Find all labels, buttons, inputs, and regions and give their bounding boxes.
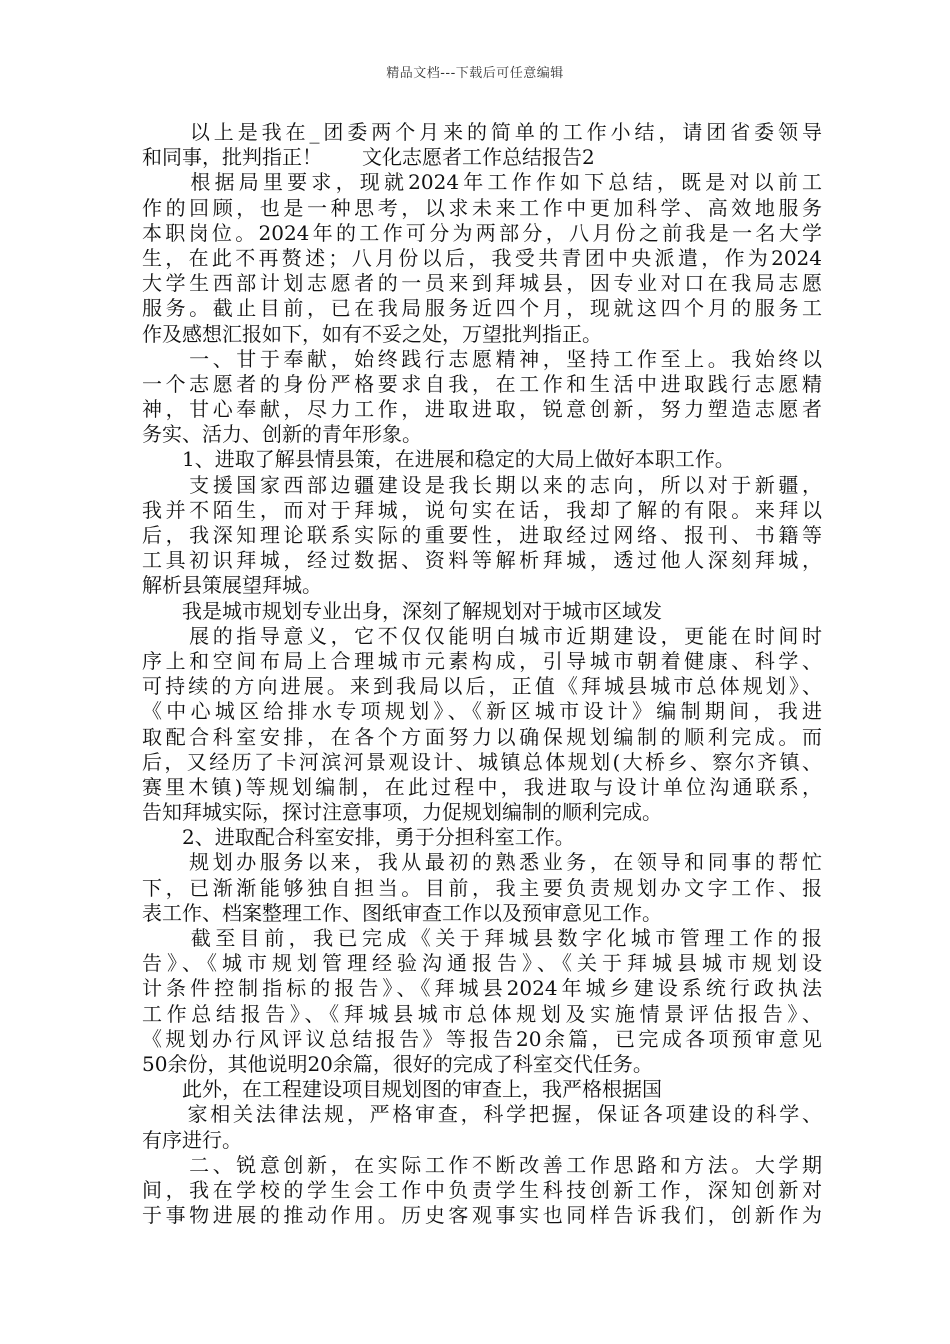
text-line: 下，已渐渐能够独自担当。目前，我主要负责规划办文字工作、报 [142, 875, 822, 900]
text-line: 神，甘心奉献，尽力工作，进取进取，锐意创新，努力塑造志愿者 [142, 397, 822, 422]
text-line: 有序进行。 [142, 1127, 242, 1152]
text-line: 告知拜城实际，探讨注意事项，力促规划编制的顺利完成。 [142, 800, 662, 825]
text-line: 家相关法律法规，严格审查，科学把握，保证各项建设的科学、 [142, 1102, 822, 1127]
text-line: 解析县策展望拜城。 [142, 573, 322, 598]
text-line: 于事物进展的推动作用。历史客观事实也同样告诉我们，创新作为 [142, 1203, 822, 1228]
text-line: 可持续的方向进展。来到我局以后，正值《拜城县城市总体规划》、 [142, 674, 822, 699]
text-line: 和同事，批判指正！ 文化志愿者工作总结报告2 [142, 145, 595, 170]
text-line: 作及感想汇报如下，如有不妥之处，万望批判指正。 [142, 321, 602, 346]
text-line: 规划办服务以来，我从最初的熟悉业务，在领导和同事的帮忙 [142, 850, 822, 875]
text-line: 赛里木镇)等规划编制，在此过程中，我进取与设计单位沟通联系， [142, 774, 822, 799]
text-line: 工作总结报告》、《拜城县城市总体规划及实施情景评估报告》、 [142, 1001, 822, 1026]
text-line: 一个志愿者的身份严格要求自我，在工作和生活中进取践行志愿精 [142, 371, 822, 396]
text-line: 截至目前，我已完成《关于拜城县数字化城市管理工作的报 [142, 926, 822, 950]
text-line: 后，我深知理论联系实际的重要性，进取经过网络、报刊、书籍等 [142, 523, 822, 547]
text-line: 表工作、档案整理工作、图纸审查工作以及预审意见工作。 [142, 900, 662, 925]
text-line: 大学生西部计划志愿者的一员来到拜城县，因专业对口在我局志愿 [142, 271, 822, 296]
text-line: 取配合科室安排，在各个方面努力以确保规划编制的顺利完成。而 [142, 724, 822, 749]
text-line: 《规划办行风评议总结报告》等报告20余篇，已完成各项预审意见 [142, 1026, 822, 1051]
text-line: 展的指导意义，它不仅仅能明白城市近期建设，更能在时间时 [142, 623, 822, 648]
text-line: 以上是我在_团委两个月来的简单的工作小结，请团省委领导 [142, 120, 822, 144]
text-line: 《中心城区给排水专项规划》、《新区城市设计》编制期间，我进 [142, 699, 822, 724]
text-line: 我是城市规划专业出身，深刻了解规划对于城市区域发 [142, 598, 662, 623]
text-line: 我并不陌生，而对于拜城，说句实在话，我却了解的有限。来拜以 [142, 497, 822, 522]
text-line: 2、进取配合科室安排，勇于分担科室工作。 [142, 825, 575, 850]
page-header: 精品文档---下载后可任意编辑 [386, 66, 564, 81]
text-line: 作的回顾，也是一种思考，以求未来工作中更加科学、高效地服务 [142, 195, 822, 220]
text-line: 计条件控制指标的报告》、《拜城县2024年城乡建设系统行政执法 [142, 976, 822, 1001]
text-line: 工具初识拜城，经过数据、资料等解析拜城，透过他人深刻拜城， [142, 548, 822, 573]
text-line: 50余份，其他说明20余篇，很好的完成了科室交代任务。 [142, 1051, 653, 1076]
text-line: 告》、《城市规划管理经验沟通报告》、《关于拜城县城市规划设 [142, 951, 822, 976]
text-line: 1、进取了解县情县策，在进展和稳定的大局上做好本职工作。 [142, 447, 735, 472]
document-body [142, 120, 822, 1228]
text-line: 一、甘于奉献，始终践行志愿精神，坚持工作至上。我始终以 [142, 346, 822, 371]
text-line: 后，又经历了卡河滨河景观设计、城镇总体规划(大桥乡、察尔齐镇、 [142, 749, 822, 774]
text-line: 二、锐意创新，在实际工作不断改善工作思路和方法。大学期 [142, 1152, 822, 1177]
text-line: 务实、活力、创新的青年形象。 [142, 422, 422, 447]
text-line: 生，在此不再赘述；八月份以后，我受共青团中央派遣，作为2024 [142, 245, 822, 270]
text-line: 根据局里要求，现就2024年工作作如下总结，既是对以前工 [142, 170, 822, 195]
text-line: 本职岗位。2024年的工作可分为两部分，八月份之前我是一名大学 [142, 220, 822, 245]
text-line: 服务。截止目前，已在我局服务近四个月，现就这四个月的服务工 [142, 296, 822, 321]
text-line: 支援国家西部边疆建设是我长期以来的志向，所以对于新疆， [142, 472, 822, 497]
text-line: 此外，在工程建设项目规划图的审查上，我严格根据国 [142, 1077, 662, 1102]
text-line: 序上和空间布局上合理城市元素构成，引导城市朝着健康、科学、 [142, 648, 822, 673]
text-line: 间，我在学校的学生会工作中负责学生科技创新工作，深知创新对 [142, 1177, 822, 1202]
